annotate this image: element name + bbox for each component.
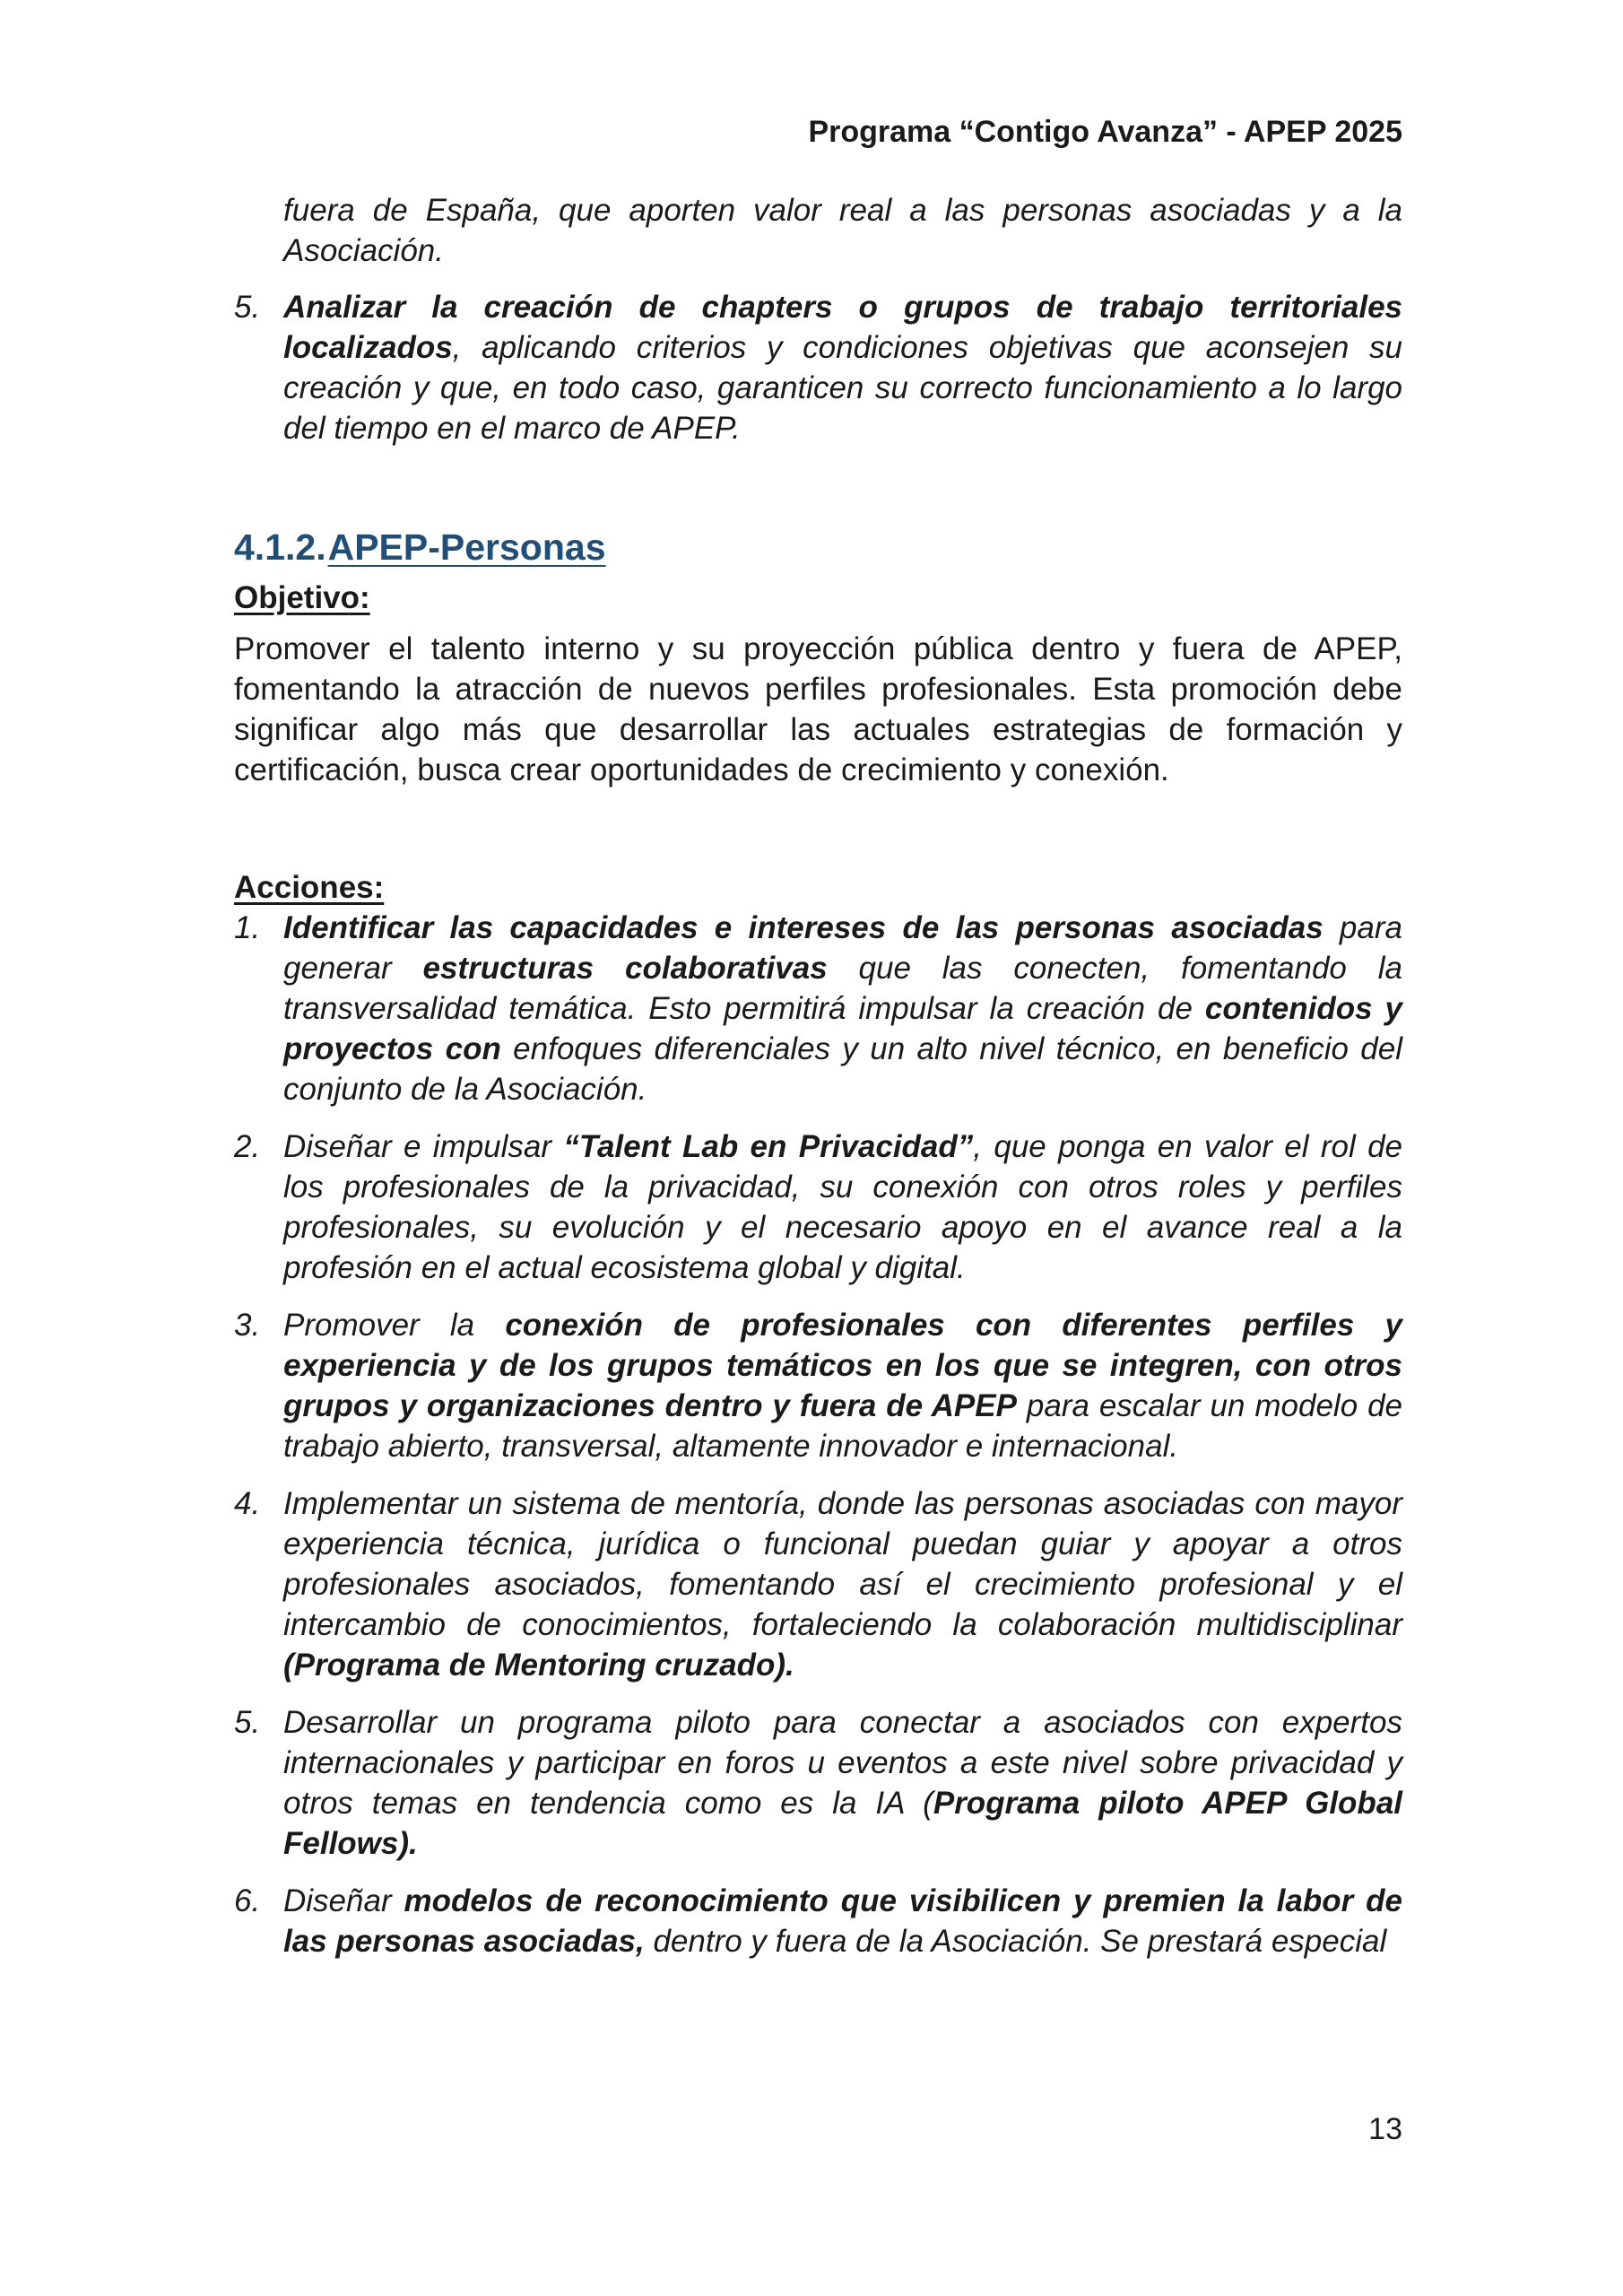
item-text: que las conecten, fomentando la transversalidad temática. Esto permitirá impulsar la creación de xyxy=(283,951,1402,1026)
list-number: 4. xyxy=(234,1486,261,1521)
section-title: APEP-Personas xyxy=(327,526,606,568)
action-item-2 xyxy=(234,1126,1402,1288)
bold-text: contenidos y proyectos con xyxy=(283,991,1403,1066)
action-item-1 xyxy=(234,908,1402,1109)
list-number: 5. xyxy=(234,290,261,325)
item-text: Diseñar e impulsar xyxy=(283,1129,564,1164)
item-text: enfoques diferenciales y un alto nivel técnico, en beneficio del conjunto de la Asociación. xyxy=(283,1031,1402,1107)
continuation-paragraph: fuera de España, que aporten valor real a las personas asociadas y a la Asociación. xyxy=(283,193,1402,268)
action-item-4 xyxy=(234,1483,1402,1685)
running-header: Programa “Contigo Avanza” - APEP 2025 xyxy=(808,115,1402,149)
bold-text: Identificar las capacidades e intereses de las personas asociadas xyxy=(283,910,1324,945)
page-number: 13 xyxy=(1368,2112,1402,2146)
bold-text: “Talent Lab en Privacidad” xyxy=(563,1129,974,1164)
objective-label: Objetivo: xyxy=(234,580,370,615)
section-number: 4.1.2. xyxy=(234,526,326,568)
bold-text: modelos de reconocimiento que visibilicen y premien la labor de las personas asociadas, xyxy=(283,1883,1402,1959)
list-item xyxy=(234,287,1402,448)
item-text: Diseñar xyxy=(283,1883,404,1918)
section-heading xyxy=(234,524,1402,570)
bold-text: (Programa de Mentoring cruzado). xyxy=(283,1648,794,1683)
list-number: 3. xyxy=(234,1308,261,1343)
bold-text: conexión de profesionales con diferentes perfiles y experiencia y de los grupos temáticos en los que se integren, con otros grupos y organizaciones dentro y fuera de APEP xyxy=(283,1308,1402,1423)
item-text: dentro y fuera de la Asociación. Se prestará especial xyxy=(644,1924,1387,1959)
item-text: , aplicando criterios y condiciones objetivas que aconsejen su creación y que, en todo caso, garanticen su correcto funcionamiento a lo largo del tiempo en el marco de APEP. xyxy=(283,330,1402,446)
objective-paragraph: Promover el talento interno y su proyección pública dentro y fuera de APEP, fomentando la atracción de nuevos perfiles profesionales. Esta promoción debe significar algo más que desarrollar las actuales estrategias de formación y certificación, busca crear oportunidades de crecimiento y conexión. xyxy=(234,631,1402,787)
list-number: 5. xyxy=(234,1705,261,1740)
item-text: Implementar un sistema de mentoría, donde las personas asociadas con mayor experiencia técnica, jurídica o funcional puedan guiar y apoyar a otros profesionales asociados, fomentando así el crecimiento profesional y el intercambio de conocimientos, fortaleciendo la colaboración multidisciplinar xyxy=(283,1486,1402,1642)
actions-label: Acciones: xyxy=(234,870,385,905)
action-item-3 xyxy=(234,1305,1402,1466)
list-number: 6. xyxy=(234,1883,261,1918)
page-body xyxy=(234,190,1402,1979)
bold-text: estructuras colaborativas xyxy=(422,951,828,986)
item-text: para escalar un modelo de trabajo abierto, transversal, altamente innovador e internacional. xyxy=(283,1388,1403,1464)
bold-text: Analizar la creación de chapters o grupos de trabajo territoriales localizados xyxy=(283,290,1402,365)
action-item-6 xyxy=(234,1881,1402,1961)
item-text: Desarrollar un programa piloto para conectar a asociados con expertos internacionales y participar en foros u eventos a este nivel sobre privacidad y otros temas en tendencia como es la IA ( xyxy=(283,1705,1402,1821)
actions-list xyxy=(234,908,1402,1961)
action-item-5 xyxy=(234,1702,1402,1864)
item-text: para generar xyxy=(283,910,1402,986)
item-text: Promover la xyxy=(283,1308,506,1343)
list-number: 1. xyxy=(234,910,261,945)
bold-text: Programa piloto APEP Global Fellows). xyxy=(283,1786,1403,1861)
previous-list xyxy=(234,287,1402,448)
list-number: 2. xyxy=(234,1129,261,1164)
item-text: , que ponga en valor el rol de los profesionales de la privacidad, su conexión con otros roles y perfiles profesionales, su evolución y el necesario apoyo en el avance real a la profesión en el actual ecosistema global y digital. xyxy=(283,1129,1402,1285)
